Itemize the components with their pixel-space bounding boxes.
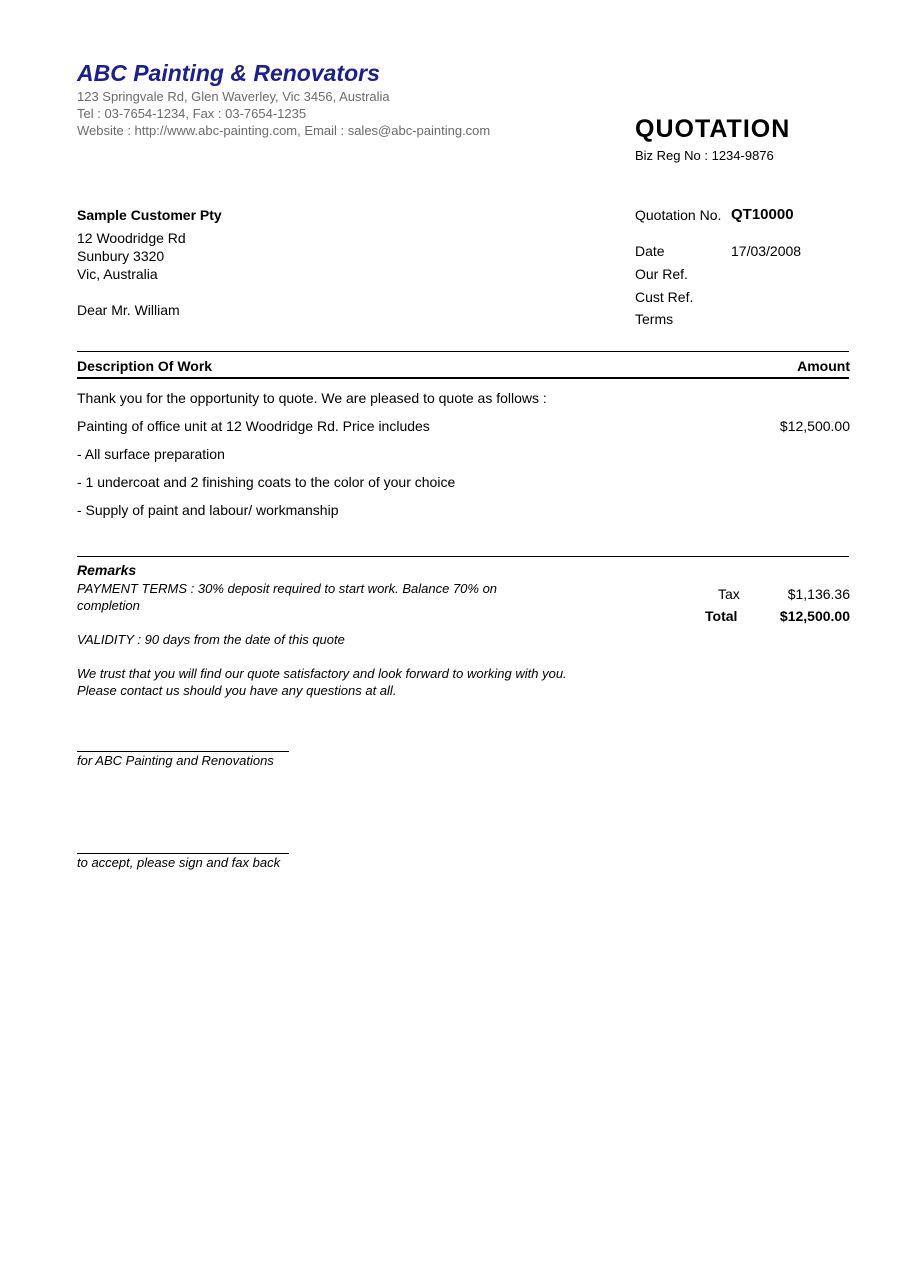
description-header: Description Of Work xyxy=(77,358,213,374)
company-signature-line xyxy=(77,751,289,752)
company-address: 123 Springvale Rd, Glen Waverley, Vic 3456, Australia xyxy=(77,89,390,104)
tax-label: Tax xyxy=(718,586,740,602)
terms-label: Terms xyxy=(635,311,674,327)
cust-ref-label: Cust Ref. xyxy=(635,289,694,305)
company-web: Website : http://www.abc-painting.com, Email : sales@abc-painting.com xyxy=(77,123,491,138)
salutation: Dear Mr. William xyxy=(77,302,180,318)
customer-signature-caption: to accept, please sign and fax back xyxy=(77,855,281,870)
company-signature-caption: for ABC Painting and Renovations xyxy=(77,753,274,768)
table-header-rule xyxy=(77,377,849,379)
tax-value: $1,136.36 xyxy=(787,586,850,602)
description-line: - 1 undercoat and 2 finishing coats to the color of your choice xyxy=(77,474,456,490)
amount-header: Amount xyxy=(797,358,850,374)
total-label: Total xyxy=(705,608,738,624)
document-title: QUOTATION xyxy=(635,115,791,143)
biz-reg-number: Biz Reg No : 1234-9876 xyxy=(635,148,774,163)
company-contact: Tel : 03-7654-1234, Fax : 03-7654-1235 xyxy=(77,106,307,121)
payment-terms: PAYMENT TERMS : 30% deposit required to start work. Balance 70% on completion xyxy=(77,581,498,613)
company-name: ABC Painting & Renovators xyxy=(77,60,380,86)
validity: VALIDITY : 90 days from the date of this quote xyxy=(77,632,345,647)
customer-address-line: Vic, Australia xyxy=(77,266,158,282)
date-label: Date xyxy=(635,243,665,259)
description-line: - Supply of paint and labour/ workmanship xyxy=(77,502,339,518)
description-line: - All surface preparation xyxy=(77,446,225,462)
remarks-title: Remarks xyxy=(77,562,137,578)
table-top-rule xyxy=(77,351,849,352)
total-value: $12,500.00 xyxy=(779,608,850,624)
remarks-rule xyxy=(77,556,849,557)
description-line: Painting of office unit at 12 Woodridge Rd. Price includes xyxy=(77,418,430,434)
customer-address-line: Sunbury 3320 xyxy=(77,248,165,264)
quote-no-label: Quotation No. xyxy=(635,207,722,223)
quote-no: QT10000 xyxy=(731,206,794,223)
customer-address-line: 12 Woodridge Rd xyxy=(77,230,186,246)
line-amount: $12,500.00 xyxy=(779,418,850,434)
date-value: 17/03/2008 xyxy=(731,243,802,259)
our-ref-label: Our Ref. xyxy=(635,266,688,282)
description-line: Thank you for the opportunity to quote. We are pleased to quote as follows : xyxy=(77,390,547,406)
customer-name: Sample Customer Pty xyxy=(77,207,222,223)
closing-note: We trust that you will find our quote satisfactory and look forward to working with you. Please contact us should you have any questions at all. xyxy=(77,666,567,698)
customer-signature-line xyxy=(77,853,289,854)
